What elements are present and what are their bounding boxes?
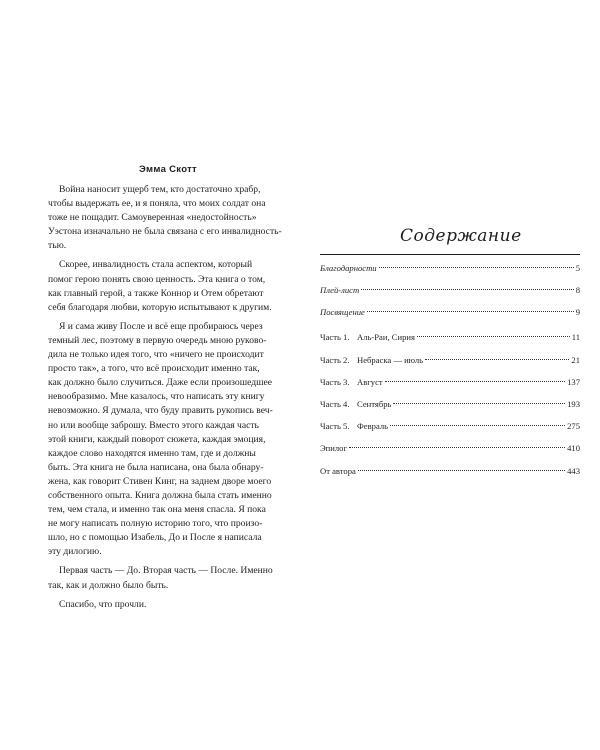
toc-title-rule	[320, 254, 580, 255]
body-text-line: невозможно. Я думала, что буду править рукопись веч-	[48, 405, 273, 417]
toc-item[interactable]	[320, 420, 580, 433]
body-text-line: как должно было случиться. Даже если произошедшее	[48, 377, 273, 389]
toc-part-number: Часть 5.	[320, 421, 350, 432]
toc-page-number: 443	[567, 465, 580, 476]
body-text-line: каждое слово находятся именно там, где и должны	[48, 447, 256, 459]
body-text-line: невообразимо. Мне казалось, что написать эту книгу	[48, 391, 265, 403]
toc-item[interactable]	[320, 376, 580, 389]
body-text-line: так, как и должно было быть.	[48, 579, 169, 591]
body-text-line: тем, чем стала, и именно так она меня спасла. Я пока	[48, 504, 266, 516]
toc-chapter-title: Август	[357, 376, 383, 387]
body-text-line: быть. Эта книга не была написана, она была обнару-	[48, 461, 264, 473]
body-text-line: но или вообще заброшу. Вместо этого каждая часть	[48, 419, 259, 431]
body-text-line: Первая часть — До. Вторая часть — После. Именно	[59, 565, 273, 577]
toc-item[interactable]	[320, 306, 580, 319]
toc-item[interactable]	[320, 465, 580, 478]
toc-entry-label: Благодарности	[320, 263, 377, 273]
body-text-line: Уэстона изначально не была связана с его инвалидность-	[48, 226, 282, 238]
toc-page-number: 193	[567, 398, 580, 409]
toc-dot-leader	[349, 447, 565, 448]
toc-page-number: 8	[575, 285, 580, 296]
body-text-line: Я и сама живу После и всё еще пробираюсь через	[59, 320, 263, 332]
body-text-line: Спасибо, что прочли.	[59, 598, 147, 610]
body-text-line: тоже не пощадит. Самоуверенная «недостойность»	[48, 212, 257, 224]
body-text-line: чтобы выдержать ее, и я поняла, что моих солдат она	[48, 198, 266, 210]
toc-entry-label: Посвящение	[320, 307, 365, 318]
afterword-text	[48, 183, 288, 612]
toc-dot-leader	[379, 267, 574, 268]
body-text-line: не могу написать полную историю того, что произо-	[48, 518, 263, 530]
toc-entry-label: Эпилог	[320, 443, 347, 454]
toc-page-number: 137	[567, 376, 580, 387]
toc-dot-leader	[425, 359, 569, 360]
toc-chapter-title: Сентябрь	[357, 398, 392, 409]
toc-title: Содержание	[400, 226, 522, 246]
toc-chapter-title: Небраска — июль	[357, 354, 424, 365]
toc-entry-label: Плей-лист	[320, 285, 360, 296]
toc-page-number: 410	[567, 443, 580, 454]
toc-entry-label: От автора	[320, 465, 356, 476]
toc-chapter-title: Аль-Раи, Сирия	[357, 332, 415, 343]
toc-dot-leader	[393, 403, 565, 404]
toc-item[interactable]	[320, 262, 580, 275]
body-text-line: дила не только идея того, что «ничего не происходит	[48, 349, 264, 361]
toc-part-number: Часть 1.	[320, 332, 350, 343]
body-text-line: Скорее, инвалидность стала аспектом, который	[59, 259, 253, 271]
body-text-line: собственного опыта. Книга должна была стать именно	[48, 489, 272, 501]
body-text-line: как главный герой, а также Коннор и Отем обретают	[48, 287, 264, 299]
toc-item[interactable]	[320, 331, 580, 344]
toc-item[interactable]	[320, 398, 580, 411]
toc-dot-leader	[390, 425, 565, 426]
toc-chapter-title: Февраль	[357, 421, 389, 432]
toc-part-number: Часть 2.	[320, 354, 350, 365]
toc-dot-leader	[367, 311, 574, 312]
body-text-line: Война наносит ущерб тем, кто достаточно храбр,	[59, 184, 261, 195]
running-head-author: Эмма Скотт	[139, 164, 197, 175]
body-text-line: шло, но с помощью Изабель, До и После я написала	[48, 532, 262, 544]
toc-dot-leader	[358, 470, 565, 471]
toc-item[interactable]	[320, 354, 580, 367]
body-text-line: эту дилогию.	[48, 546, 102, 558]
body-text-line: себя благодаря любви, которую испытывают к другим.	[48, 301, 272, 313]
toc-dot-leader	[361, 289, 573, 290]
table-of-contents	[320, 262, 580, 487]
toc-page-number: 9	[575, 307, 580, 318]
body-text-line: помог герою понять свою ценность. Эта книга о том,	[48, 273, 266, 285]
body-text-line: просто так», а того, что всё происходит именно так,	[48, 363, 260, 375]
toc-page-number: 21	[571, 354, 580, 365]
toc-page-number: 5	[575, 263, 580, 273]
toc-part-number: Часть 4.	[320, 398, 350, 409]
toc-item[interactable]	[320, 442, 580, 455]
toc-dot-leader	[385, 381, 565, 382]
toc-page-number: 275	[567, 421, 580, 432]
right-page	[300, 0, 600, 750]
body-text-line: тью.	[48, 240, 67, 252]
toc-page-number: 11	[571, 332, 580, 343]
body-text-line: жена, как говорит Стивен Кинг, на заднем дворе моего	[48, 475, 272, 487]
body-text-line: этой книги, каждый поворот сюжета, каждая эмоция,	[48, 433, 266, 445]
toc-dot-leader	[417, 336, 570, 337]
toc-item[interactable]	[320, 284, 580, 297]
body-text-line: темный лес, поэтому в первую очередь мною руково-	[48, 334, 267, 346]
toc-part-number: Часть 3.	[320, 376, 350, 387]
